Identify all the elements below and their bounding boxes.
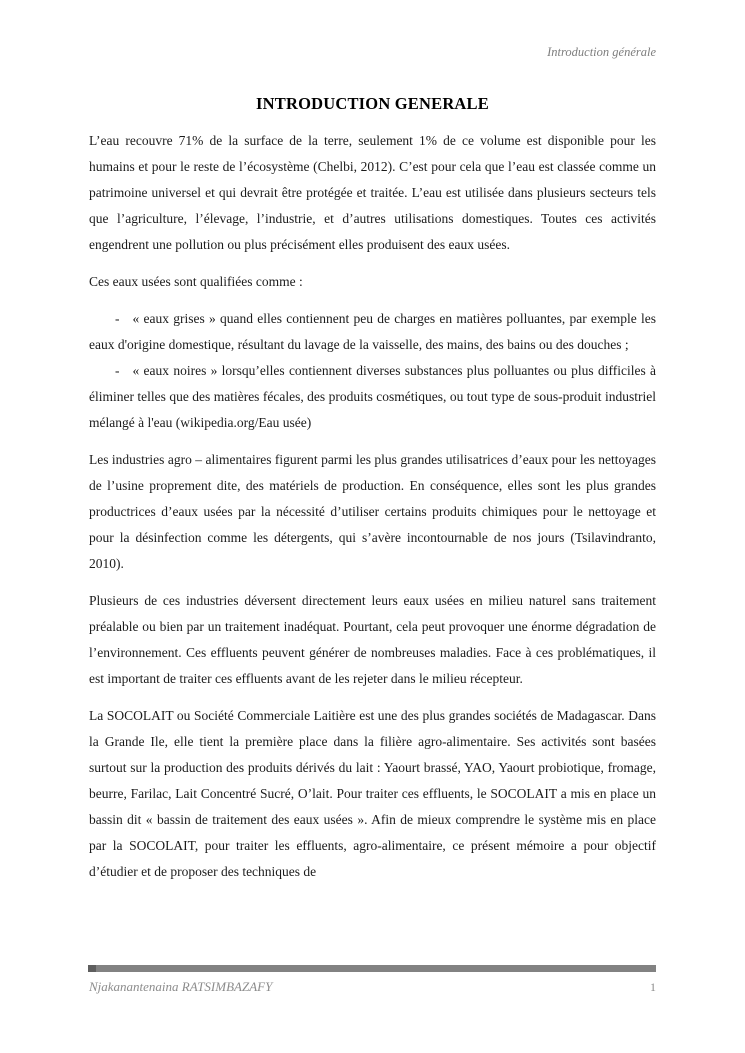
body-text: [89, 128, 656, 885]
list-item-text: « eaux grises » quand elles contiennent peu de charges en matières polluantes, par exemple les eaux d'origine domestique, résultant du lavage de la vaisselle, des mains, des bains ou des douches ;: [89, 311, 656, 352]
paragraph-socolait: La SOCOLAIT ou Société Commerciale Laitière est une des plus grandes sociétés de Madagascar. Dans la Grande Ile, elle tient la première place dans la filière agro-alimentaire. Ses activités sont basées surtout sur la production des produits dérivés du lait : Yaourt brassé, YAO, Yaourt probiotique, fromage, beurre, Farilac, Lait Concentré Sucré, O’lait. Pour traiter ces effluents, le SOCOLAIT a mis en place un bassin dit « bassin de traitement des eaux usées ». Afin de mieux comprendre le système mis en place par la SOCOLAIT, pour traiter les effluents, agro-alimentaire, ce présent mémoire a pour objectif d’étudier et de proposer des techniques de: [89, 708, 656, 879]
paragraph-pollution-impact: Plusieurs de ces industries déversent directement leurs eaux usées en milieu naturel sans traitement préalable ou bien par un traitement inadéquat. Pourtant, cela peut provoquer une énorme dégradation de l’environnement. Ces effluents peuvent générer de nombreuses maladies. Face à ces problématiques, il est important de traiter ces effluents avant de les rejeter dans le milieu récepteur.: [89, 593, 656, 686]
footer-author: Njakanantenaina RATSIMBAZAFY: [89, 979, 273, 994]
list-item-eaux-grises: [89, 306, 656, 358]
list-item-text: « eaux noires » lorsqu’elles contiennent diverses substances plus polluantes ou plus difficiles à éliminer telles que des matières fécales, des produits cosmétiques, ou tout type de sous-produit industriel mélangé à l'eau (wikipedia.org/Eau usée): [89, 363, 656, 430]
running-header: Introduction générale: [547, 45, 656, 59]
page-title: INTRODUCTION GENERALE: [256, 94, 489, 113]
paragraph-wastewater-lead-in: Ces eaux usées sont qualifiées comme :: [89, 274, 303, 289]
footer-rule: [88, 965, 656, 972]
paragraph-intro-water: L’eau recouvre 71% de la surface de la terre, seulement 1% de ce volume est disponible pour les humains et pour le reste de l’écosystème (Chelbi, 2012). C’est pour cela que l’eau est classée comme un patrimoine universel et qui devrait être protégée et traitée. L’eau est utilisée dans plusieurs secteurs tels que l’agriculture, l’élevage, l’industrie, et d’autres utilisations domestiques. Toutes ces activités engendrent une pollution ou plus précisément elles produisent des eaux usées.: [89, 133, 656, 252]
page-footer: [89, 979, 656, 995]
list-marker: -: [115, 311, 120, 326]
list-item-eaux-noires: [89, 358, 656, 436]
page-number-label: 1: [650, 980, 656, 994]
footer-rule-tip: [88, 965, 96, 972]
page-content: [89, 0, 656, 885]
list-marker: -: [115, 363, 120, 378]
paragraph-agro-industries: Les industries agro – alimentaires figurent parmi les plus grandes utilisatrices d’eaux pour les nettoyages de l’usine proprement dite, des matériels de production. En conséquence, elles sont les plus grandes productrices d’eaux usées par la nécessité d’utiliser certains produits chimiques pour le nettoyage et pour la désinfection comme les détergents, qui s’avère incontournable de nos jours (Tsilavindranto, 2010).: [89, 452, 656, 571]
